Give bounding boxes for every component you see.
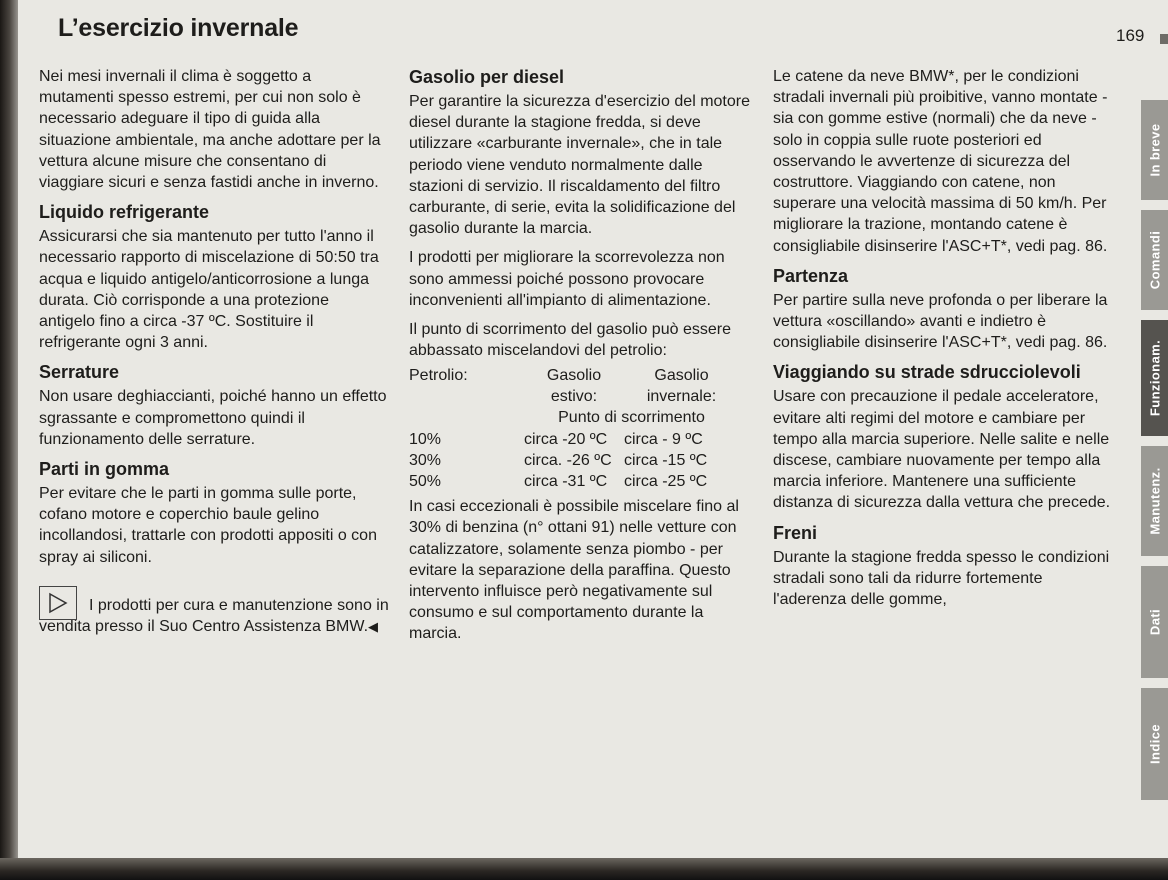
brakes-heading: Freni [773, 522, 818, 543]
bottom-edge-shadow [0, 858, 1168, 880]
rubber-heading: Parti in gomma [39, 459, 170, 480]
table-cell-petrolio: 50% [409, 473, 442, 491]
locks-heading: Serrature [39, 362, 120, 383]
table-cell-summer: circa -31 ºC [524, 473, 608, 491]
table-cell-petrolio: 10% [409, 430, 442, 448]
diesel-paragraph-2: I prodotti per migliorare la scorrevolezza non sono ammessi poiché possono provocare inconvenienti all'impianto di alimentazione. [409, 249, 725, 309]
table-header-summer: Gasolio estivo: [546, 367, 602, 406]
table-cell-petrolio: 30% [409, 451, 442, 469]
rubber-paragraph: Per evitare che le parti in gomma sulle porte, cofano motore e coperchio baule gelino incollandosi, trattarle con prodotti appositi o con spray ai siliconi. [39, 485, 377, 566]
note-text: I prodotti per cura e manutenzione sono in vendita presso il Suo Centro Assistenza BMW. [39, 596, 389, 635]
pour-point-table [409, 365, 739, 492]
column-3 [773, 66, 1118, 618]
diesel-paragraph-1: Per garantire la sicurezza d'esercizio del motore diesel durante la stagione fredda, si deve utilizzare «carburante invernale», che in tale periodo viene venduto normalmente dalle stazioni di servizio. Il riscaldamento del filtro carburante, di serie, evita la solidificazione del gasolio durante la marcia. [409, 93, 750, 238]
diesel-heading: Gasolio per diesel [409, 67, 565, 87]
page-corner-bar [1160, 34, 1168, 44]
coolant-paragraph: Assicurarsi che sia mantenuto per tutto l'anno il necessario rapporto di miscelazione di 50:50 tra acqua e liquido antigelo/anticorrosione a lunga durata. Ciò corrisponde a una protezione antigelo fino a circa -37 ºC. Sostituire il refrigerante ogni 3 anni. [39, 228, 379, 352]
locks-paragraph: Non usare deghiaccianti, poiché hanno un effetto sgrassante e compromettono quindi il funzionamento delle serrature. [39, 388, 387, 448]
column-1 [39, 66, 389, 645]
page-title: L’esercizio invernale [58, 14, 299, 42]
note-triangle-icon [39, 586, 77, 620]
tab-dati[interactable]: Dati [1141, 566, 1168, 678]
chains-paragraph: Le catene da neve BMW*, per le condizioni stradali invernali più proibitive, vanno montate - sia con gomme estive (normali) che da neve - solo in coppia sulle ruote posteriori ed osservando le avvertenze di sicurezza del costruttore. Viaggiando con catene, non superare una velocità massima di 50 km/h. Per migliorare la trazione, montando catene è consigliabile disinserire l'ASC+T*, vedi pag. 86. [773, 68, 1108, 255]
tab-indice[interactable]: Indice [1141, 688, 1168, 800]
tab-funzionam[interactable]: Funzionam. [1141, 320, 1168, 436]
tab-in-breve[interactable]: In breve [1141, 100, 1168, 200]
slippery-heading: Viaggiando su strade sdrucciolevoli [773, 362, 1081, 383]
tab-manutenz[interactable]: Manutenz. [1141, 446, 1168, 556]
slippery-paragraph: Usare con precauzione il pedale acceleratore, evitare alti regimi del motore e cambiare per tempo alla marcia superiore. Nelle salite e nelle discese, cambiare nuovamente per tempo alla marcia inferiore. Mantenere una sufficiente distanza di sicurezza dalla vettura che precede. [773, 388, 1111, 512]
table-subheader: Punto di scorrimento [558, 409, 705, 427]
page-number: 169 [1116, 26, 1145, 45]
coolant-heading: Liquido refrigerante [39, 202, 210, 223]
table-row [409, 450, 739, 471]
table-cell-winter: circa -25 ºC [624, 473, 708, 491]
start-heading: Partenza [773, 265, 849, 286]
table-cell-summer: circa -20 ºC [524, 430, 608, 448]
end-mark-icon: ◀ [368, 618, 379, 634]
diesel-paragraph-3: Il punto di scorrimento del gasolio può essere abbassato miscelandovi del petrolio: [409, 321, 731, 360]
diesel-paragraph-4: In casi eccezionali è possibile miscelare fino al 30% di benzina (n° ottani 91) nelle vetture con catalizzatore, solamente senza piombo - per evitare la separazione della paraffina. Questo intervento influisce però negativamente sul consumo e sul comportamento durante la marcia. [409, 498, 739, 643]
table-cell-winter: circa - 9 ºC [624, 430, 703, 448]
column-2 [409, 66, 754, 653]
table-header-winter: Gasolio invernale: [646, 367, 717, 406]
start-paragraph: Per partire sulla neve profonda o per liberare la vettura «oscillando» avanti e indietro è consigliabile disinserire l'ASC+T*, vedi pag. 86. [773, 291, 1108, 352]
table-cell-summer: circa. -26 ºC [524, 451, 612, 469]
brakes-paragraph: Durante la stagione fredda spesso le condizioni stradali sono tali da ridurre fortemente l'aderenza delle gomme, [773, 548, 1110, 609]
table-row [409, 429, 739, 450]
tab-comandi[interactable]: Comandi [1141, 210, 1168, 310]
note-paragraph [39, 582, 389, 637]
table-cell-winter: circa -15 ºC [624, 451, 708, 469]
intro-paragraph: Nei mesi invernali il clima è soggetto a mutamenti spesso estremi, per cui non solo è necessario adeguare il tipo di guida alla situazione ambientale, ma anche adottare per la vettura alcune misure che consentano di viaggiare sicuri e senza fastidi anche in inverno. [39, 68, 381, 192]
table-header-petrolio: Petrolio: [409, 367, 468, 385]
table-row [409, 471, 739, 492]
